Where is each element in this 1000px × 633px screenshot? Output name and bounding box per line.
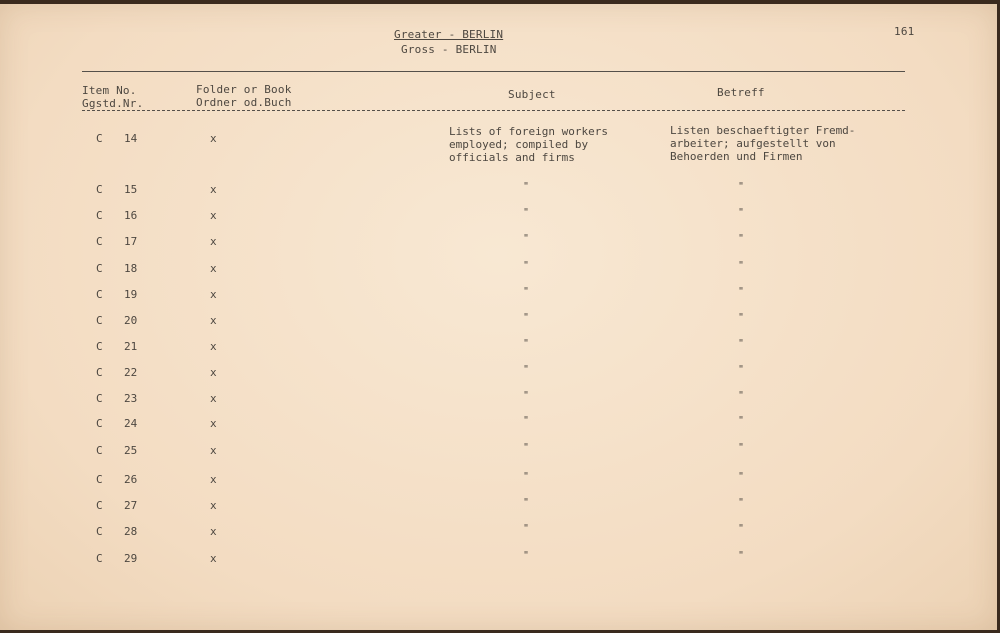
item-letter: C <box>96 525 103 538</box>
betreff-ditto: " <box>738 286 745 297</box>
item-letter: C <box>96 132 103 145</box>
subject-ditto: " <box>523 260 530 271</box>
subject-ditto: " <box>523 207 530 218</box>
page-number: 161 <box>894 25 915 38</box>
folder-mark: x <box>210 262 217 275</box>
item-number: 21 <box>124 340 138 353</box>
first-entry-subject: Lists of foreign workers employed; compiled by officials and firms <box>449 125 608 164</box>
subject-ditto: " <box>523 523 530 534</box>
betreff-ditto: " <box>738 338 745 349</box>
item-number: 18 <box>124 262 138 275</box>
item-letter: C <box>96 444 103 457</box>
first-entry-betreff: Listen beschaeftigter Fremd- arbeiter; aufgestellt von Behoerden und Firmen <box>670 124 856 163</box>
subject-ditto: " <box>523 390 530 401</box>
folder-mark: x <box>210 392 217 405</box>
subject-ditto: " <box>523 550 530 561</box>
folder-mark: x <box>210 132 217 145</box>
folder-mark: x <box>210 340 217 353</box>
item-letter: C <box>96 183 103 196</box>
item-number: 20 <box>124 314 138 327</box>
title-line-2: Gross - BERLIN <box>401 43 497 56</box>
subject-ditto: " <box>523 364 530 375</box>
item-number: 17 <box>124 235 138 248</box>
item-letter: C <box>96 288 103 301</box>
folder-mark: x <box>210 552 217 565</box>
betreff-ditto: " <box>738 364 745 375</box>
item-number: 25 <box>124 444 138 457</box>
betreff-ditto: " <box>738 260 745 271</box>
item-number: 28 <box>124 525 138 538</box>
betreff-ditto: " <box>738 312 745 323</box>
item-number: 24 <box>124 417 138 430</box>
item-letter: C <box>96 366 103 379</box>
subject-ditto: " <box>523 442 530 453</box>
subject-ditto: " <box>523 181 530 192</box>
item-number: 19 <box>124 288 138 301</box>
betreff-ditto: " <box>738 181 745 192</box>
item-number: 27 <box>124 499 138 512</box>
betreff-ditto: " <box>738 442 745 453</box>
subject-ditto: " <box>523 415 530 426</box>
subject-ditto: " <box>523 286 530 297</box>
folder-mark: x <box>210 209 217 222</box>
folder-mark: x <box>210 183 217 196</box>
item-number: 16 <box>124 209 138 222</box>
subject-header: Subject <box>508 88 556 101</box>
top-rule <box>82 71 905 72</box>
betreff-ditto: " <box>738 497 745 508</box>
item-number: 29 <box>124 552 138 565</box>
item-letter: C <box>96 340 103 353</box>
title-line-1: Greater - BERLIN <box>394 28 504 41</box>
folder-mark: x <box>210 314 217 327</box>
item-number: 15 <box>124 183 138 196</box>
folder-mark: x <box>210 525 217 538</box>
header-rule <box>82 110 905 111</box>
item-letter: C <box>96 392 103 405</box>
document-page <box>0 4 997 630</box>
folder-header-line-1: Folder or Book <box>196 83 292 96</box>
folder-mark: x <box>210 444 217 457</box>
item-number: 22 <box>124 366 138 379</box>
subject-ditto: " <box>523 312 530 323</box>
subject-ditto: " <box>523 338 530 349</box>
item-letter: C <box>96 499 103 512</box>
folder-mark: x <box>210 288 217 301</box>
folder-mark: x <box>210 417 217 430</box>
item-header-line-1: Item No. <box>82 84 137 97</box>
item-letter: C <box>96 209 103 222</box>
betreff-ditto: " <box>738 415 745 426</box>
item-letter: C <box>96 235 103 248</box>
folder-mark: x <box>210 235 217 248</box>
subject-ditto: " <box>523 233 530 244</box>
betreff-ditto: " <box>738 523 745 534</box>
item-number: 23 <box>124 392 138 405</box>
folder-mark: x <box>210 499 217 512</box>
betreff-header: Betreff <box>717 86 765 99</box>
item-letter: C <box>96 417 103 430</box>
subject-ditto: " <box>523 497 530 508</box>
betreff-ditto: " <box>738 390 745 401</box>
item-number: 14 <box>124 132 138 145</box>
subject-ditto: " <box>523 471 530 482</box>
item-header-line-2: Ggstd.Nr. <box>82 97 144 110</box>
betreff-ditto: " <box>738 471 745 482</box>
folder-mark: x <box>210 366 217 379</box>
item-letter: C <box>96 473 103 486</box>
item-number: 26 <box>124 473 138 486</box>
item-letter: C <box>96 314 103 327</box>
betreff-ditto: " <box>738 550 745 561</box>
folder-header-line-2: Ordner od.Buch <box>196 96 292 109</box>
betreff-ditto: " <box>738 233 745 244</box>
folder-mark: x <box>210 473 217 486</box>
item-letter: C <box>96 262 103 275</box>
item-letter: C <box>96 552 103 565</box>
betreff-ditto: " <box>738 207 745 218</box>
